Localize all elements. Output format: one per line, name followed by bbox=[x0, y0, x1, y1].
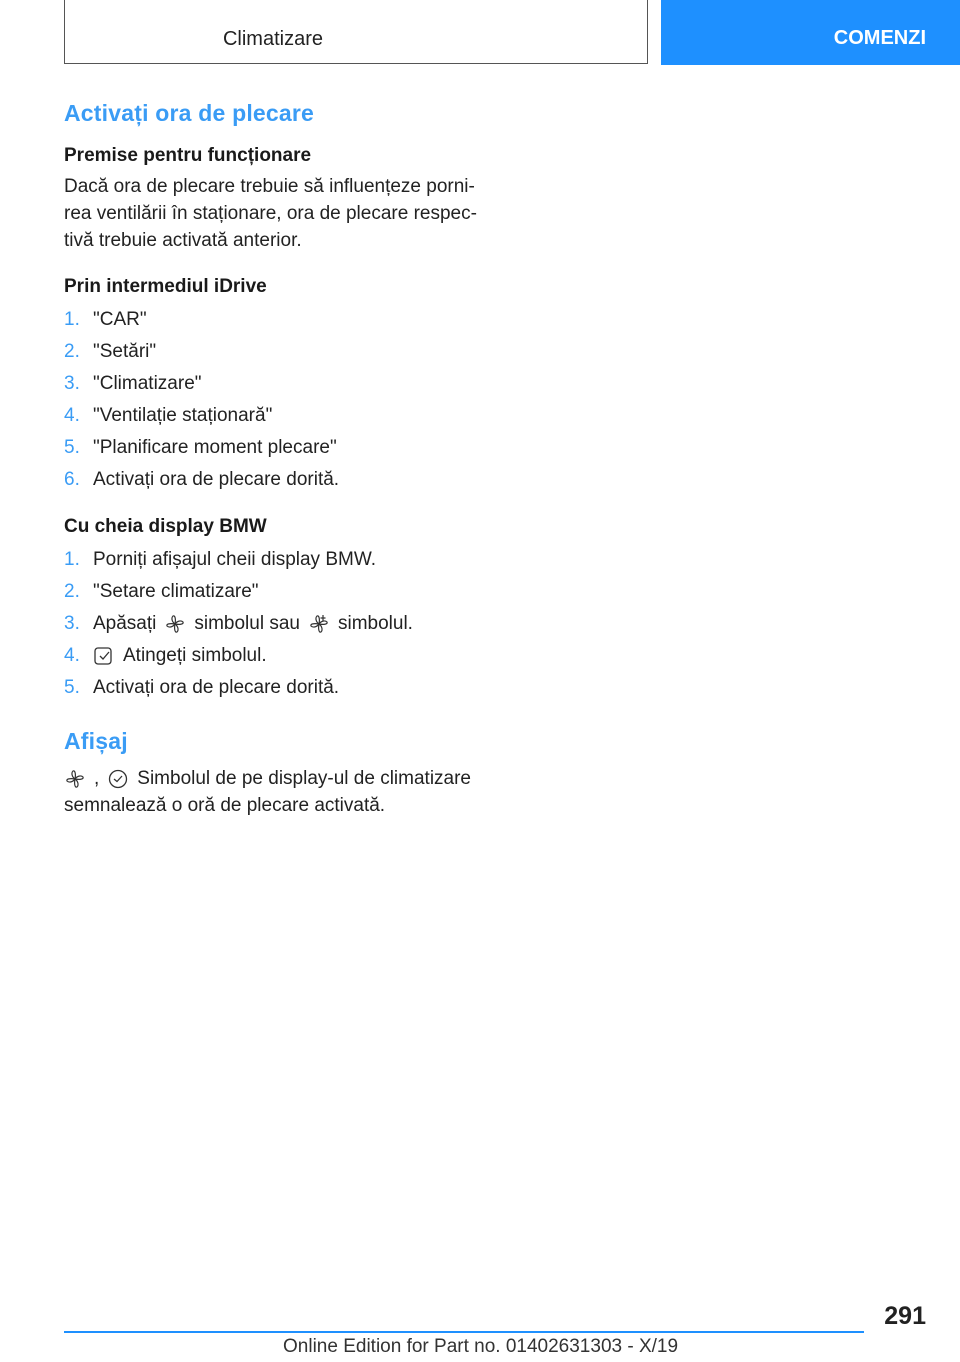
fan-icon bbox=[64, 768, 86, 790]
fan-cooling-icon bbox=[308, 613, 330, 635]
list-item bbox=[64, 336, 484, 368]
step-number: 2. bbox=[64, 581, 80, 602]
step-number: 3. bbox=[64, 373, 80, 394]
touch-icon bbox=[93, 645, 115, 667]
page-number: 291 bbox=[884, 1302, 926, 1330]
list-item bbox=[64, 368, 484, 400]
step-number: 4. bbox=[64, 405, 80, 426]
display-text-line2: semnalează o oră de plecare activată. bbox=[64, 795, 386, 816]
display-text-line1: Simbolul de pe display-ul de climatizare bbox=[137, 768, 471, 789]
list-item bbox=[64, 432, 484, 464]
footer-edition: Online Edition for Part no. 01402631303 - X/19 bbox=[283, 1336, 679, 1357]
section-title-display: Afișaj bbox=[64, 728, 128, 754]
list-item bbox=[64, 672, 484, 704]
header-section-title: Climatizare bbox=[222, 28, 323, 50]
step-text: Activați ora de plecare dorită. bbox=[93, 677, 340, 698]
display-text bbox=[64, 765, 484, 819]
step-text: Apăsați bbox=[93, 613, 157, 634]
step-number: 6. bbox=[64, 469, 80, 490]
step-text: "Setări" bbox=[93, 341, 157, 362]
main-content bbox=[64, 100, 484, 819]
step-text: "Planificare moment plecare" bbox=[93, 437, 337, 458]
step-text: "Climatizare" bbox=[93, 373, 202, 394]
step-text: "Setare climatizare" bbox=[93, 581, 259, 602]
header-chapter-label: COMENZI bbox=[833, 27, 926, 49]
fan-icon bbox=[164, 613, 186, 635]
step-number: 1. bbox=[64, 309, 80, 330]
step-text: Atingeți simbolul. bbox=[123, 645, 267, 666]
list-item bbox=[64, 576, 484, 608]
header-chapter-tab bbox=[661, 0, 960, 65]
step-number: 2. bbox=[64, 341, 80, 362]
list-item bbox=[64, 608, 484, 640]
step-number: 5. bbox=[64, 677, 80, 698]
step-number: 3. bbox=[64, 613, 80, 634]
prereq-heading: Premise pentru funcționare bbox=[64, 145, 312, 166]
key-steps-list bbox=[64, 544, 484, 704]
list-item bbox=[64, 640, 484, 672]
idrive-heading: Prin intermediul iDrive bbox=[64, 276, 267, 297]
list-item bbox=[64, 304, 484, 336]
step-text: "Ventilație staționară" bbox=[93, 405, 273, 426]
header-frame bbox=[64, 0, 648, 64]
step-number: 4. bbox=[64, 645, 80, 666]
step-number: 1. bbox=[64, 549, 80, 570]
section-title-departure: Activați ora de plecare bbox=[64, 100, 315, 126]
comma-separator: , bbox=[94, 768, 100, 789]
footer-divider bbox=[64, 1331, 864, 1333]
step-text: simbolul sau bbox=[194, 613, 300, 634]
list-item bbox=[64, 400, 484, 432]
list-item bbox=[64, 464, 484, 496]
idrive-steps-list bbox=[64, 304, 484, 496]
clock-check-icon bbox=[107, 768, 129, 790]
prereq-text: Dacă ora de plecare trebuie să influențeze porni-rea ventilării în staționare, ora de plecare respec-tivă trebuie activată anterior. bbox=[64, 176, 477, 251]
step-text: Porniți afișajul cheii display BMW. bbox=[93, 549, 376, 570]
step-text: Activați ora de plecare dorită. bbox=[93, 469, 340, 490]
step-text: simbolul. bbox=[337, 613, 413, 634]
list-item bbox=[64, 544, 484, 576]
key-heading: Cu cheia display BMW bbox=[64, 516, 267, 537]
step-number: 5. bbox=[64, 437, 80, 458]
step-text: "CAR" bbox=[93, 309, 147, 330]
